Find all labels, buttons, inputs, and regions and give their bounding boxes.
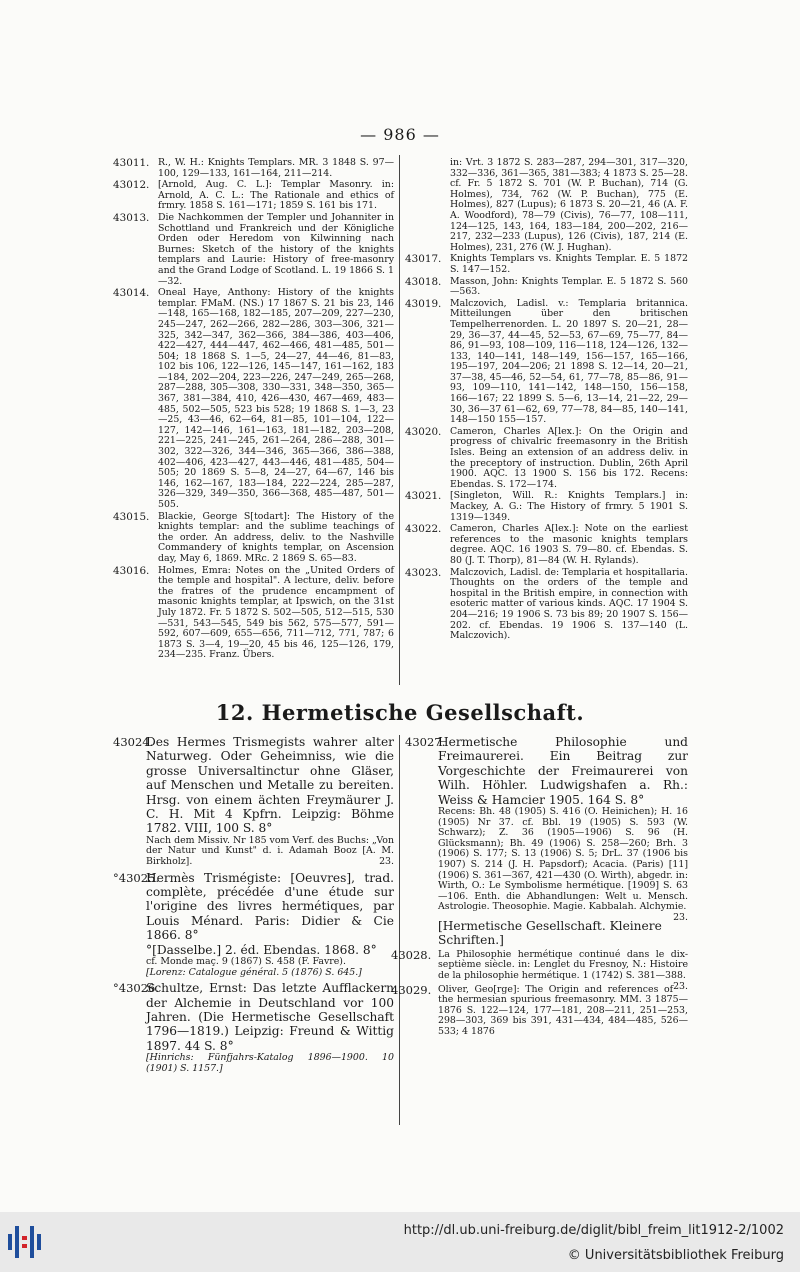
top-right-column: [405, 158, 688, 643]
entry-43018: 43018. Masson, John: Knights Templar. E. 5 1872 S. 560—563.: [405, 275, 688, 298]
entry-43026: °43026. Schultze, Ernst: Das letzte Aufflackern der Alchemie in Deutschland vor 100 Jahren. (Die Hermetische Gesellschaft 1796—1819.) Leipzig: Freund & Wittig 1897. 44 S. 8° [Hinrichs: Fünfjahrs-Katalog 1896—1900. 10 (1901) S. 1157.]: [113, 981, 394, 1074]
entry-43027-note: Recens: Bh. 48 (1905) S. 416 (O. Heinichen); H. 16 (1905) Nr 37. cf. Bbl. 19 (1905) S. 593 (W. Schwarz); Z. 36 (1905—1906) S. 96 (H. Glücksmann); Bh. 49 (1906) S. 258—260; Brh. 3 (1906) S. 177; S. 13 (1906) S. 5; DrL. 37 (1906 bis 1907) S. 214 (J. H. Papsdorf); Acacia. (Paris) [11] (1906) S. 361—367, 421—430 (O. Wirth), abgedr. in: Wirth, O.: Le Symbolisme hermétique. [1909] S. 63—106. Enth. die Abhandlungen: Welt u. Mensch. Astrologie. Theosophie. Magie. Kabbalah. Alchymie. 23.: [438, 806, 688, 923]
entry-43019: 43019. Malczovich, Ladisl. v.: Templaria britannica. Mitteilungen über den britischen Tempelherrenorden. L. 20 1897 S. 20—21, 28—29, 36—37, 44—45, 52—53, 67—69, 75—77, 84—86, 91—93, 108—109, 116—118, 124—126, 132—133, 140—141, 148—149, 156—157, 165—166, 195—197, 204—206; 21 1898 S. 12—14, 20—21, 37—38, 45—46, 52—54, 61, 77—78, 85—86, 91—93, 109—110, 141—142, 148—150, 156—158, 166—167; 22 1899 S. 5—6, 13—14, 21—22, 29—30, 36—37 61—62, 69, 77—78, 84—85, 140—141, 148—150 155—157.: [405, 297, 688, 426]
entry-43021: 43021. [Singleton, Will. R.: Knights Templars.] in: Mackey, A. G.: The History of frmry. 5 1901 S. 1319—1349.: [405, 490, 688, 523]
copyright-text: © Universitätsbibliothek Freiburg: [567, 1248, 784, 1263]
bottom-right-column: [391, 735, 688, 1041]
entry-43015: 43015. Blackie, George S[todart]: The History of the knights templar: and the sublime teachings of the order. An address, deliv. to the Nashville Commandery of knights templar, on Ascension day, May 6, 1869. MRc. 2 1869 S. 65—83.: [113, 510, 394, 564]
ub-freiburg-logo-icon[interactable]: [6, 1224, 42, 1260]
entry-43012: 43012. [Arnold, Aug. C. L.]: Templar Masonry. in: Arnold, A. C. L.: The Rationale and ethics of frmry. 1858 S. 161—171; 1859 S. 161 bis 171.: [113, 179, 394, 212]
footer-bar: [0, 1212, 800, 1272]
entry-43014: 43014. Oneal Haye, Anthony: History of the knights templar. FMaM. (NS.) 17 1867 S. 21 bis 23, 146—148, 165—168, 182—185, 207—209, 227—230, 245—247, 262—266, 282—286, 303—306, 321—325, 342—347, 362—366, 384—386, 403—406, 422—427, 444—447, 462—466, 481—485, 501—504; 18 1868 S. 1—5, 24—27, 44—46, 81—83, 102 bis 106, 122—126, 145—147, 161—162, 183—184, 202—204, 223—226, 247—249, 265—268, 287—288, 305—308, 330—331, 348—350, 365—367, 381—384, 410, 426—430, 467—469, 483—485, 502—505, 523 bis 528; 19 1868 S. 1—3, 23—25, 43—46, 62—64, 81—85, 101—104, 122—127, 142—146, 161—163, 181—182, 203—208, 221—225, 241—245, 261—264, 286—288, 301—302, 322—326, 344—346, 365—366, 386—388, 402—406, 423—427, 443—446, 481—485, 504—505; 20 1869 S. 5—8, 24—27, 64—67, 146 bis 146, 162—167, 183—184, 222—224, 285—287, 326—329, 349—350, 366—368, 485—487, 501—505.: [113, 287, 394, 510]
entry-43020: 43020. Cameron, Charles A[lex.]: On the Origin and progress of chivalric freemasonry in the British Isles. Being an extension of an address deliv. in the preceptory of instruction. Dublin, 26th April 1900. AQC. 13 1900 S. 156 bis 172. Recens: Ebendas. S. 172—174.: [405, 425, 688, 490]
entry-43013: 43013. Die Nachkommen der Templer und Johanniter in Schottland und Frankreich und der Königliche Orden oder Heredom von Kilwinning nach Burnes: Sketch of the history of the knights templars and Laurie: History of free-masonry and the Grand Lodge of Scotland. L. 19 1866 S. 1—32.: [113, 211, 394, 287]
subsection-heading: [Hermetische Gesellschaft. Kleinere Schriften.]: [438, 918, 662, 948]
entry-43024: 43024. Des Hermes Trismegists wahrer alter Naturweg. Oder Geheimniss, wie die grosse Universaltinctur ohne Gläser, auf Menschen und Metalle zu bereiten. Hrsg. von einem ächten Freymäurer J. C. H. Mit 4 Kpfrn. Leipzig: Böhme 1782. VIII, 100 S. 8° Nach dem Missiv. Nr 185 vom Verf. des Buchs: „Von der Natur und Kunst" d. i. Adamah Booz [A. M. Birkholz]. 23.: [113, 735, 394, 868]
top-left-column: [113, 158, 394, 662]
source-url-link[interactable]: http://dl.ub.uni-freiburg.de/diglit/bibl_freim_lit1912-2/1002: [403, 1223, 784, 1238]
page-number: — 986 —: [360, 125, 440, 144]
entry-43024-note: Nach dem Missiv. Nr 185 vom Verf. des Buchs: „Von der Natur und Kunst" d. i. Adamah Booz [A. M. Birkholz]. 23.: [146, 834, 394, 868]
section-title: 12. Hermetische Gesellschaft.: [215, 700, 585, 725]
entry-43023: 43023. Malczovich, Ladisl. de: Templaria et hospitallaria. Thoughts on the orders of the temple and hospital in the British empire, in connection with esoteric matter of various kinds. AQC. 17 1904 S. 204—216; 19 1906 S. 73 bis 89; 20 1907 S. 156—202. cf. Ebendas. 19 1906 S. 137—140 (L. Malczovich).: [405, 566, 688, 642]
entry-43025: °43025. Hermès Trismégiste: [Oeuvres], trad. complète, précédée d'une étude sur l'origine des livres hermétiques, par Louis Ménard. Paris: Didier & Cie 1866. 8° °[Dasselbe.] 2. éd. Ebendas. 1868. 8° cf. Monde maç. 9 (1867) S. 458 (F. Favre). [Lorenz: Catalogue général. 5 (1876) S. 645.]: [113, 870, 394, 978]
entry-43022: 43022. Cameron, Charles A[lex.]: Note on the earliest references to the masonic knights templars degree. AQC. 16 1903 S. 79—80. cf. Ebendas. S. 80 (J. T. Thorp), 81—84 (W. H. Rylands).: [405, 523, 688, 566]
entry-43016: 43016. Holmes, Emra: Notes on the „United Orders of the temple and hospital". A lecture, deliv. before the fratres of the prudence encampment of masonic knights templar, at Ipswich, on the 31st July 1872. Fr. 5 1872 S. 502—505, 512—515, 530—531, 543—545, 549 bis 562, 575—577, 591—592, 607—609, 655—656, 711—712, 771, 787; 6 1873 S. 3—4, 19—20, 45 bis 46, 125—126, 179, 234—235. Franz. Übers.: [113, 564, 394, 661]
entry-43011: 43011. R., W. H.: Knights Templars. MR. 3 1848 S. 97—100, 129—133, 161—164, 211—214.: [113, 157, 394, 179]
entry-43029: 43029. Oliver, Geo[rge]: The Origin and references of the hermesian spurious freemasonry. MM. 3 1875—1876 S. 122—124, 177—181, 208—211, 251—253, 298—303, 369 bis 391, 431—434, 484—485, 526—533; 4 1876: [391, 982, 688, 1037]
column-divider-top: [399, 155, 400, 685]
entry-43027: 43027. Hermetische Philosophie und Freimaurerei. Ein Beitrag zur Vorgeschichte der Freimaurerei von Wilh. Höhler. Ludwigshafen a. Rh.: Weiss & Hamcier 1905. 164 S. 8° Recens: Bh. 48 (1905) S. 416 (O. Heinichen); H. 16 (1905) Nr 37. cf. Bbl. 19 (1905) S. 593 (W. Schwarz); Z. 36 (1905—1906) S. 96 (H. Glücksmann); Bh. 49 (1906) S. 258—260; Brh. 3 (1906) S. 177; S. 13 (1906) S. 5; DrL. 37 (1906 bis 1907) S. 214 (J. H. Papsdorf); Acacia. (Paris) [11] (1906) S. 361—367, 421—430 (O. Wirth), abgedr. in: Wirth, O.: Le Symbolisme hermétique. [1909] S. 63—106. Enth. die Abhandlungen: Welt u. Mensch. Astrologie. Theosophie. Magie. Kabbalah. Alchymie. 23.: [405, 735, 688, 923]
entry-43017: 43017. Knights Templars vs. Knights Templar. E. 5 1872 S. 147—152.: [405, 253, 688, 275]
column-divider-bottom: [399, 735, 400, 1125]
entry-43028: 43028. La Philosophie hermétique continué dans le dix-septième siècle. in: Lenglet du Fresnoy, N.: Histoire de la philosophie hermétique. 1 (1742) S. 381—388. 23.: [391, 947, 688, 992]
entry-43016-continued: in: Vrt. 3 1872 S. 283—287, 294—301, 317—320, 332—336, 361—365, 381—383; 4 1873 S. 25—28. cf. Fr. 5 1872 S. 701 (W. P. Buchan), 714 (G. Holmes), 734, 762 (W. P. Buchan), 775 (E. Holmes), 827 (Lupus); 6 1873 S. 20—21, 46 (A. F. A. Woodford), 78—79 (Civis), 76—77, 108—111, 124—125, 143, 164, 183—184, 200—202, 216—217, 232—233 (Lupus), 126 (Civis), 187, 214 (E. Holmes), 231, 276 (W. J. Hughan).: [450, 157, 688, 253]
bottom-left-column: [113, 735, 394, 1077]
